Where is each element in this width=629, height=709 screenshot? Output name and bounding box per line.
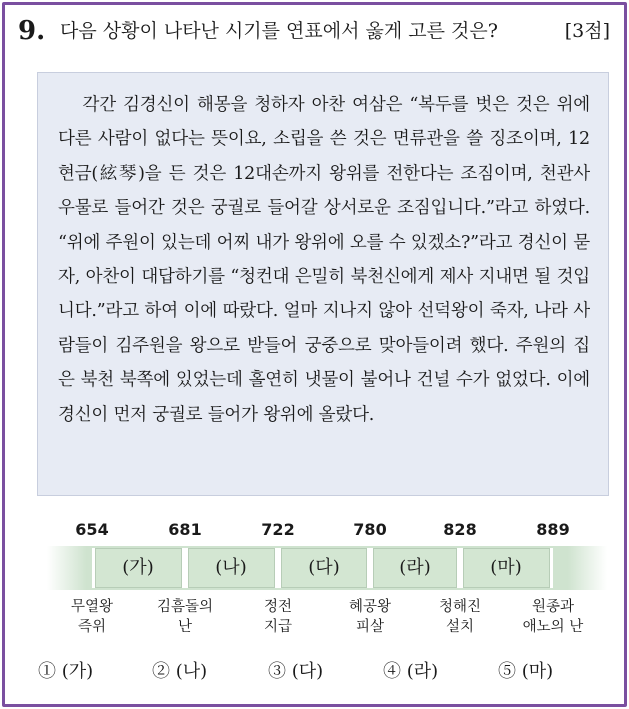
timeline-period-label: (가) xyxy=(122,557,154,578)
answer-choice-3[interactable]: ③ (다) xyxy=(268,661,324,682)
timeline-period-label: (라) xyxy=(399,557,431,578)
answer-choices xyxy=(38,655,598,689)
timeline-event-line: 혜공왕 xyxy=(348,599,392,615)
timeline-event xyxy=(325,597,415,637)
passage-text: 각간 김경신이 해몽을 청하자 아찬 여삼은 “복두를 벗은 것은 위에 다른 사람이 없다는 뜻이요, 소립을 쓴 것은 면류관을 쓸 징조이며, 12현금(絃琴)을 든 것은 12대손까지 왕위를 전한다는 조짐이며, 천관사 우물로 들어간 것은 궁궐로 들어갈 상서로운 조짐입니다.”라고 하였다. “위에 주원이 있는데 어찌 내가 왕위에 오를 수 있겠소?”라고 경신이 묻자, 아찬이 대답하기를 “청컨대 은밀히 북천신에게 제사 지내면 될 것입니다.”라고 하여 이에 따랐다. 얼마 지나지 않아 선덕왕이 죽자, 나라 사람들이 김주원을 왕으로 받들어 궁중으로 맞아들이려 했다. 주원의 집은 북천 북쪽에 있었는데 홀연히 냇물이 불어나 건널 수가 없었다. 이에 경신이 먼저 궁궐로 들어가 왕위에 올랐다. xyxy=(58,95,590,425)
timeline-period-label: (나) xyxy=(215,557,247,578)
timeline-event-line: 원종과 xyxy=(531,599,575,615)
question-number: 9. xyxy=(18,16,46,46)
timeline-event xyxy=(508,597,598,637)
timeline-year: 780 xyxy=(353,520,387,539)
timeline-event xyxy=(47,597,137,637)
timeline-event-line: 즉위 xyxy=(77,619,106,635)
timeline-year: 889 xyxy=(536,520,570,539)
timeline-period-label: (다) xyxy=(308,557,340,578)
timeline-event xyxy=(140,597,230,637)
timeline-event-line: 무열왕 xyxy=(70,599,114,615)
answer-choice-1[interactable]: ① (가) xyxy=(38,661,94,682)
timeline-event xyxy=(233,597,323,637)
timeline-period-label: (마) xyxy=(490,557,522,578)
timeline-year: 681 xyxy=(168,520,202,539)
question-points: [3점] xyxy=(564,20,610,42)
timeline-event-line: 청해진 xyxy=(438,599,482,615)
timeline-year: 722 xyxy=(261,520,295,539)
timeline-year: 828 xyxy=(443,520,477,539)
timeline-event-line: 지급 xyxy=(263,619,292,635)
timeline-event xyxy=(415,597,505,637)
timeline xyxy=(47,519,607,649)
timeline-event-line: 피살 xyxy=(355,619,384,635)
timeline-event-line: 정전 xyxy=(263,599,292,615)
timeline-event-line: 난 xyxy=(177,619,192,635)
passage-box xyxy=(37,72,609,496)
timeline-year: 654 xyxy=(75,520,109,539)
timeline-event-line: 김흠돌의 xyxy=(156,599,214,615)
answer-choice-5[interactable]: ⑤ (마) xyxy=(498,661,554,682)
timeline-event-line: 설치 xyxy=(445,619,474,635)
question-header xyxy=(18,14,610,48)
answer-choice-2[interactable]: ② (나) xyxy=(152,661,208,682)
answer-choice-4[interactable]: ④ (라) xyxy=(383,661,439,682)
timeline-event-line: 애노의 난 xyxy=(522,619,584,635)
question-text: 다음 상황이 나타난 시기를 연표에서 옳게 고른 것은? xyxy=(60,20,498,42)
